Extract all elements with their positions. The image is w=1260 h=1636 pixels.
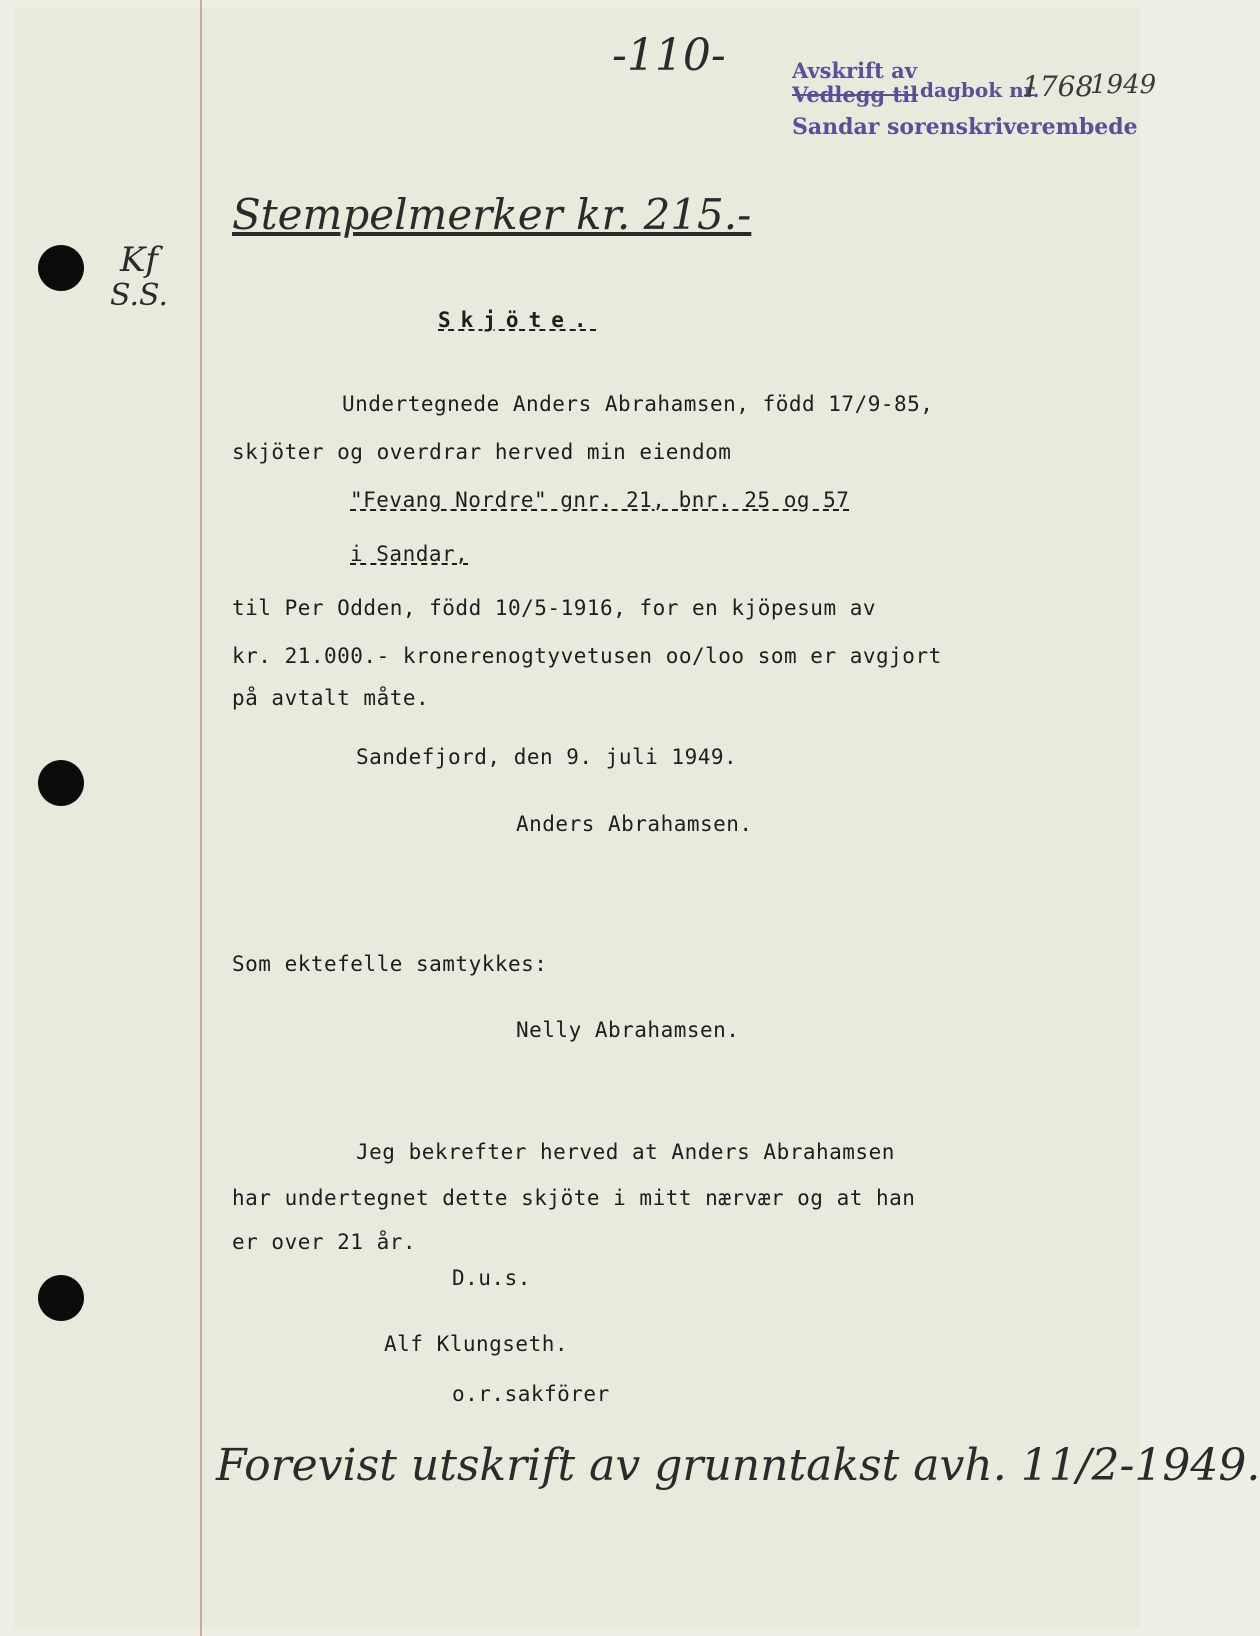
stamp-dagbok-label: dagbok nr.	[920, 78, 1040, 102]
body-line: skjöter og overdrar herved min eiendom	[232, 440, 732, 464]
stamp-office: Sandar sorenskriverembede	[792, 114, 1138, 140]
punch-hole	[38, 245, 84, 291]
punch-hole	[38, 1275, 84, 1321]
spouse-consent: Som ektefelle samtykkes:	[232, 952, 548, 976]
body-line: til Per Odden, född 10/5-1916, for en kjöpesum av	[232, 596, 877, 620]
stamp-dagbok-number: 1768	[1022, 70, 1094, 103]
document-title: Skjöte.	[438, 308, 597, 332]
margin-initials: S.S.	[110, 278, 169, 313]
body-line: Jeg bekrefter herved at Anders Abrahamsen	[356, 1140, 895, 1164]
body-line: har undertegnet dette skjöte i mitt nærvær og at han	[232, 1186, 916, 1210]
property-location: i Sandar,	[350, 542, 469, 566]
page-number: -110-	[612, 30, 726, 81]
witness-title: o.r.sakförer	[452, 1382, 610, 1406]
signature-spouse: Nelly Abrahamsen.	[516, 1018, 740, 1042]
body-line: er over 21 år.	[232, 1230, 417, 1254]
body-line: kr. 21.000.- kronerenogtyvetusen oo/loo som er avgjort	[232, 644, 942, 668]
property-name: "Fevang Nordre" gnr. 21, bnr. 25 og 57	[350, 488, 850, 512]
fee-note: Stempelmerker kr. 215.-	[232, 190, 752, 239]
place-date: Sandefjord, den 9. juli 1949.	[356, 745, 738, 769]
closing-abbrev: D.u.s.	[452, 1266, 531, 1290]
signature-witness: Alf Klungseth.	[384, 1332, 569, 1356]
stamp-year: 1949	[1090, 70, 1157, 100]
stamp-line-1: Avskrift av	[792, 58, 917, 83]
punch-hole	[38, 760, 84, 806]
body-line: på avtalt måte.	[232, 686, 430, 710]
margin-initials: Kf	[120, 240, 158, 280]
body-line: Undertegnede Anders Abrahamsen, född 17/9-85,	[342, 392, 934, 416]
signature-seller: Anders Abrahamsen.	[516, 812, 753, 836]
stamp-line-2: Vedlegg til	[792, 82, 919, 107]
footer-note: Forevist utskrift av grunntakst avh. 11/2-1949.	[216, 1440, 1260, 1491]
margin-rule	[200, 0, 202, 1636]
